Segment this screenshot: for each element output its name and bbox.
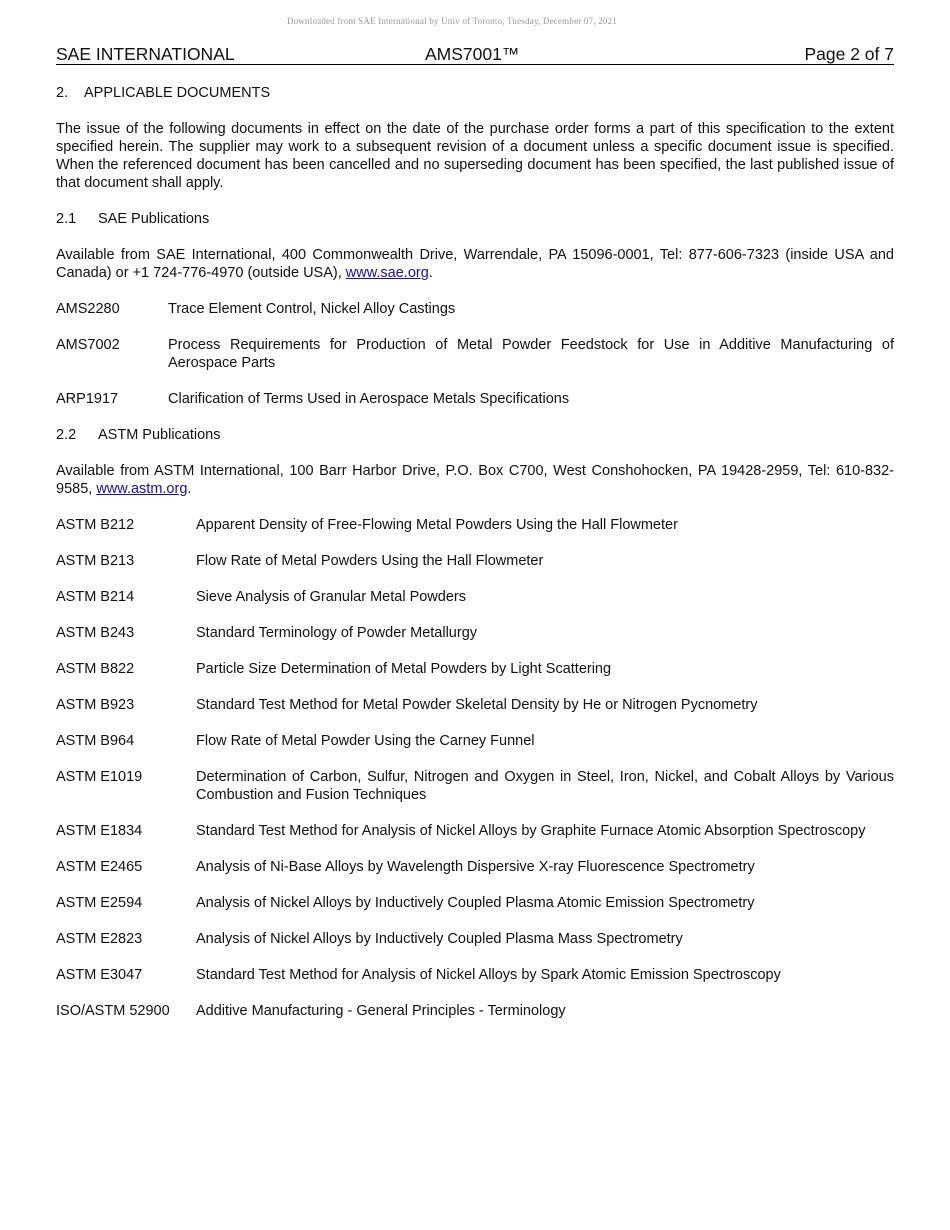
reference-code: ASTM E2594	[56, 895, 143, 911]
reference-code: ASTM E1019	[56, 769, 143, 785]
availability-end: .	[187, 481, 192, 497]
reference-title: Flow Rate of Metal Powder Using the Carney Funnel	[196, 733, 535, 749]
document-body	[56, 84, 894, 1038]
reference-title: Flow Rate of Metal Powders Using the Hall Flowmeter	[196, 553, 544, 569]
reference-code: ASTM E2823	[56, 931, 143, 947]
subsection-number: 2.2	[56, 427, 77, 443]
download-watermark: Downloaded from SAE International by Univ of Toronto, Tuesday, December 07, 2021	[286, 16, 618, 26]
reference-code: AMS2280	[56, 301, 120, 317]
subsection-title: ASTM Publications	[98, 427, 221, 443]
reference-entry	[56, 516, 894, 534]
reference-title: Standard Terminology of Powder Metallurgy	[196, 625, 478, 641]
reference-code: ASTM B214	[56, 589, 135, 605]
reference-code: ASTM E1834	[56, 823, 143, 839]
reference-title: Analysis of Nickel Alloys by Inductively Coupled Plasma Mass Spectrometry	[196, 931, 683, 947]
reference-title: Standard Test Method for Analysis of Nickel Alloys by Spark Atomic Emission Spectroscopy	[196, 967, 781, 983]
page-header	[56, 45, 894, 65]
reference-title: Analysis of Ni-Base Alloys by Wavelength Dispersive X-ray Fluorescence Spectrometry	[196, 859, 755, 875]
reference-entry	[56, 930, 894, 948]
reference-entry	[56, 624, 894, 642]
reference-code: ISO/ASTM 52900	[56, 1003, 170, 1019]
section-2-intro: The issue of the following documents in effect on the date of the purchase order forms a part of this specification to the extent specified herein. The supplier may work to a subsequent revision of a document unless a specific document issue is specified. When the referenced document has been cancelled and no superseding document has been specified, the last published issue of that document shall apply.	[56, 121, 894, 191]
header-org: SAE INTERNATIONAL	[56, 44, 235, 64]
subsection-title: SAE Publications	[98, 211, 210, 227]
astm-website-link[interactable]: www.astm.org	[96, 481, 188, 497]
reference-entry	[56, 696, 894, 714]
reference-code: ASTM B923	[56, 697, 135, 713]
reference-code: ASTM B822	[56, 661, 135, 677]
reference-entry	[56, 858, 894, 876]
reference-entry	[56, 768, 894, 804]
reference-title: Trace Element Control, Nickel Alloy Castings	[168, 301, 456, 317]
reference-entry	[56, 660, 894, 678]
reference-title: Particle Size Determination of Metal Powders by Light Scattering	[196, 661, 612, 677]
reference-title: Clarification of Terms Used in Aerospace Metals Specifications	[168, 391, 570, 407]
reference-entry	[56, 588, 894, 606]
availability-end: .	[428, 265, 433, 281]
section-title: APPLICABLE DOCUMENTS	[84, 85, 271, 101]
reference-entry	[56, 552, 894, 570]
reference-entry	[56, 822, 894, 840]
reference-code: ASTM B213	[56, 553, 135, 569]
reference-title: Determination of Carbon, Sulfur, Nitrogen and Oxygen in Steel, Iron, Nickel, and Cobalt Alloys by Various Combustion and Fusion Techniques	[196, 769, 894, 803]
section-number: 2.	[56, 85, 69, 101]
reference-code: ARP1917	[56, 391, 119, 407]
reference-title: Additive Manufacturing - General Principles - Terminology	[196, 1003, 566, 1019]
reference-entry	[56, 300, 894, 318]
reference-code: ASTM B964	[56, 733, 135, 749]
sae-availability	[56, 246, 894, 282]
subsection-number: 2.1	[56, 211, 77, 227]
reference-code: ASTM B212	[56, 517, 135, 533]
reference-entry	[56, 966, 894, 984]
reference-code: ASTM E3047	[56, 967, 143, 983]
reference-entry	[56, 336, 894, 372]
reference-title: Sieve Analysis of Granular Metal Powders	[196, 589, 466, 605]
reference-entry	[56, 732, 894, 750]
reference-title: Analysis of Nickel Alloys by Inductively Coupled Plasma Atomic Emission Spectrometry	[196, 895, 755, 911]
availability-text: Available from ASTM International, 100 Barr Harbor Drive, P.O. Box C700, West Conshohocken, PA 19428-2959, Tel: 610-832-9585,	[56, 463, 894, 497]
reference-entry	[56, 1002, 894, 1020]
reference-code: AMS7002	[56, 337, 120, 353]
reference-title: Standard Test Method for Metal Powder Skeletal Density by He or Nitrogen Pycnometry	[196, 697, 758, 713]
sae-website-link[interactable]: www.sae.org	[345, 265, 429, 281]
section-2-heading	[56, 84, 894, 102]
availability-text: Available from SAE International, 400 Commonwealth Drive, Warrendale, PA 15096-0001, Tel: 877-606-7323 (inside USA and Canada) or +1 724-776-4970 (outside USA),	[56, 247, 894, 281]
reference-title: Process Requirements for Production of Metal Powder Feedstock for Use in Additive Manufacturing of Aerospace Parts	[168, 337, 894, 371]
section-2-2-heading	[56, 426, 894, 444]
header-doc-id: AMS7001™	[425, 44, 520, 64]
astm-reference-list	[56, 516, 894, 1038]
section-2-1-heading	[56, 210, 894, 228]
astm-availability	[56, 462, 894, 498]
reference-title: Standard Test Method for Analysis of Nickel Alloys by Graphite Furnace Atomic Absorption Spectroscopy	[196, 823, 866, 839]
reference-entry	[56, 390, 894, 408]
reference-code: ASTM E2465	[56, 859, 143, 875]
sae-reference-list	[56, 300, 894, 426]
reference-title: Apparent Density of Free-Flowing Metal Powders Using the Hall Flowmeter	[196, 517, 678, 533]
reference-code: ASTM B243	[56, 625, 135, 641]
reference-entry	[56, 894, 894, 912]
header-page-number: Page 2 of 7	[804, 44, 894, 64]
